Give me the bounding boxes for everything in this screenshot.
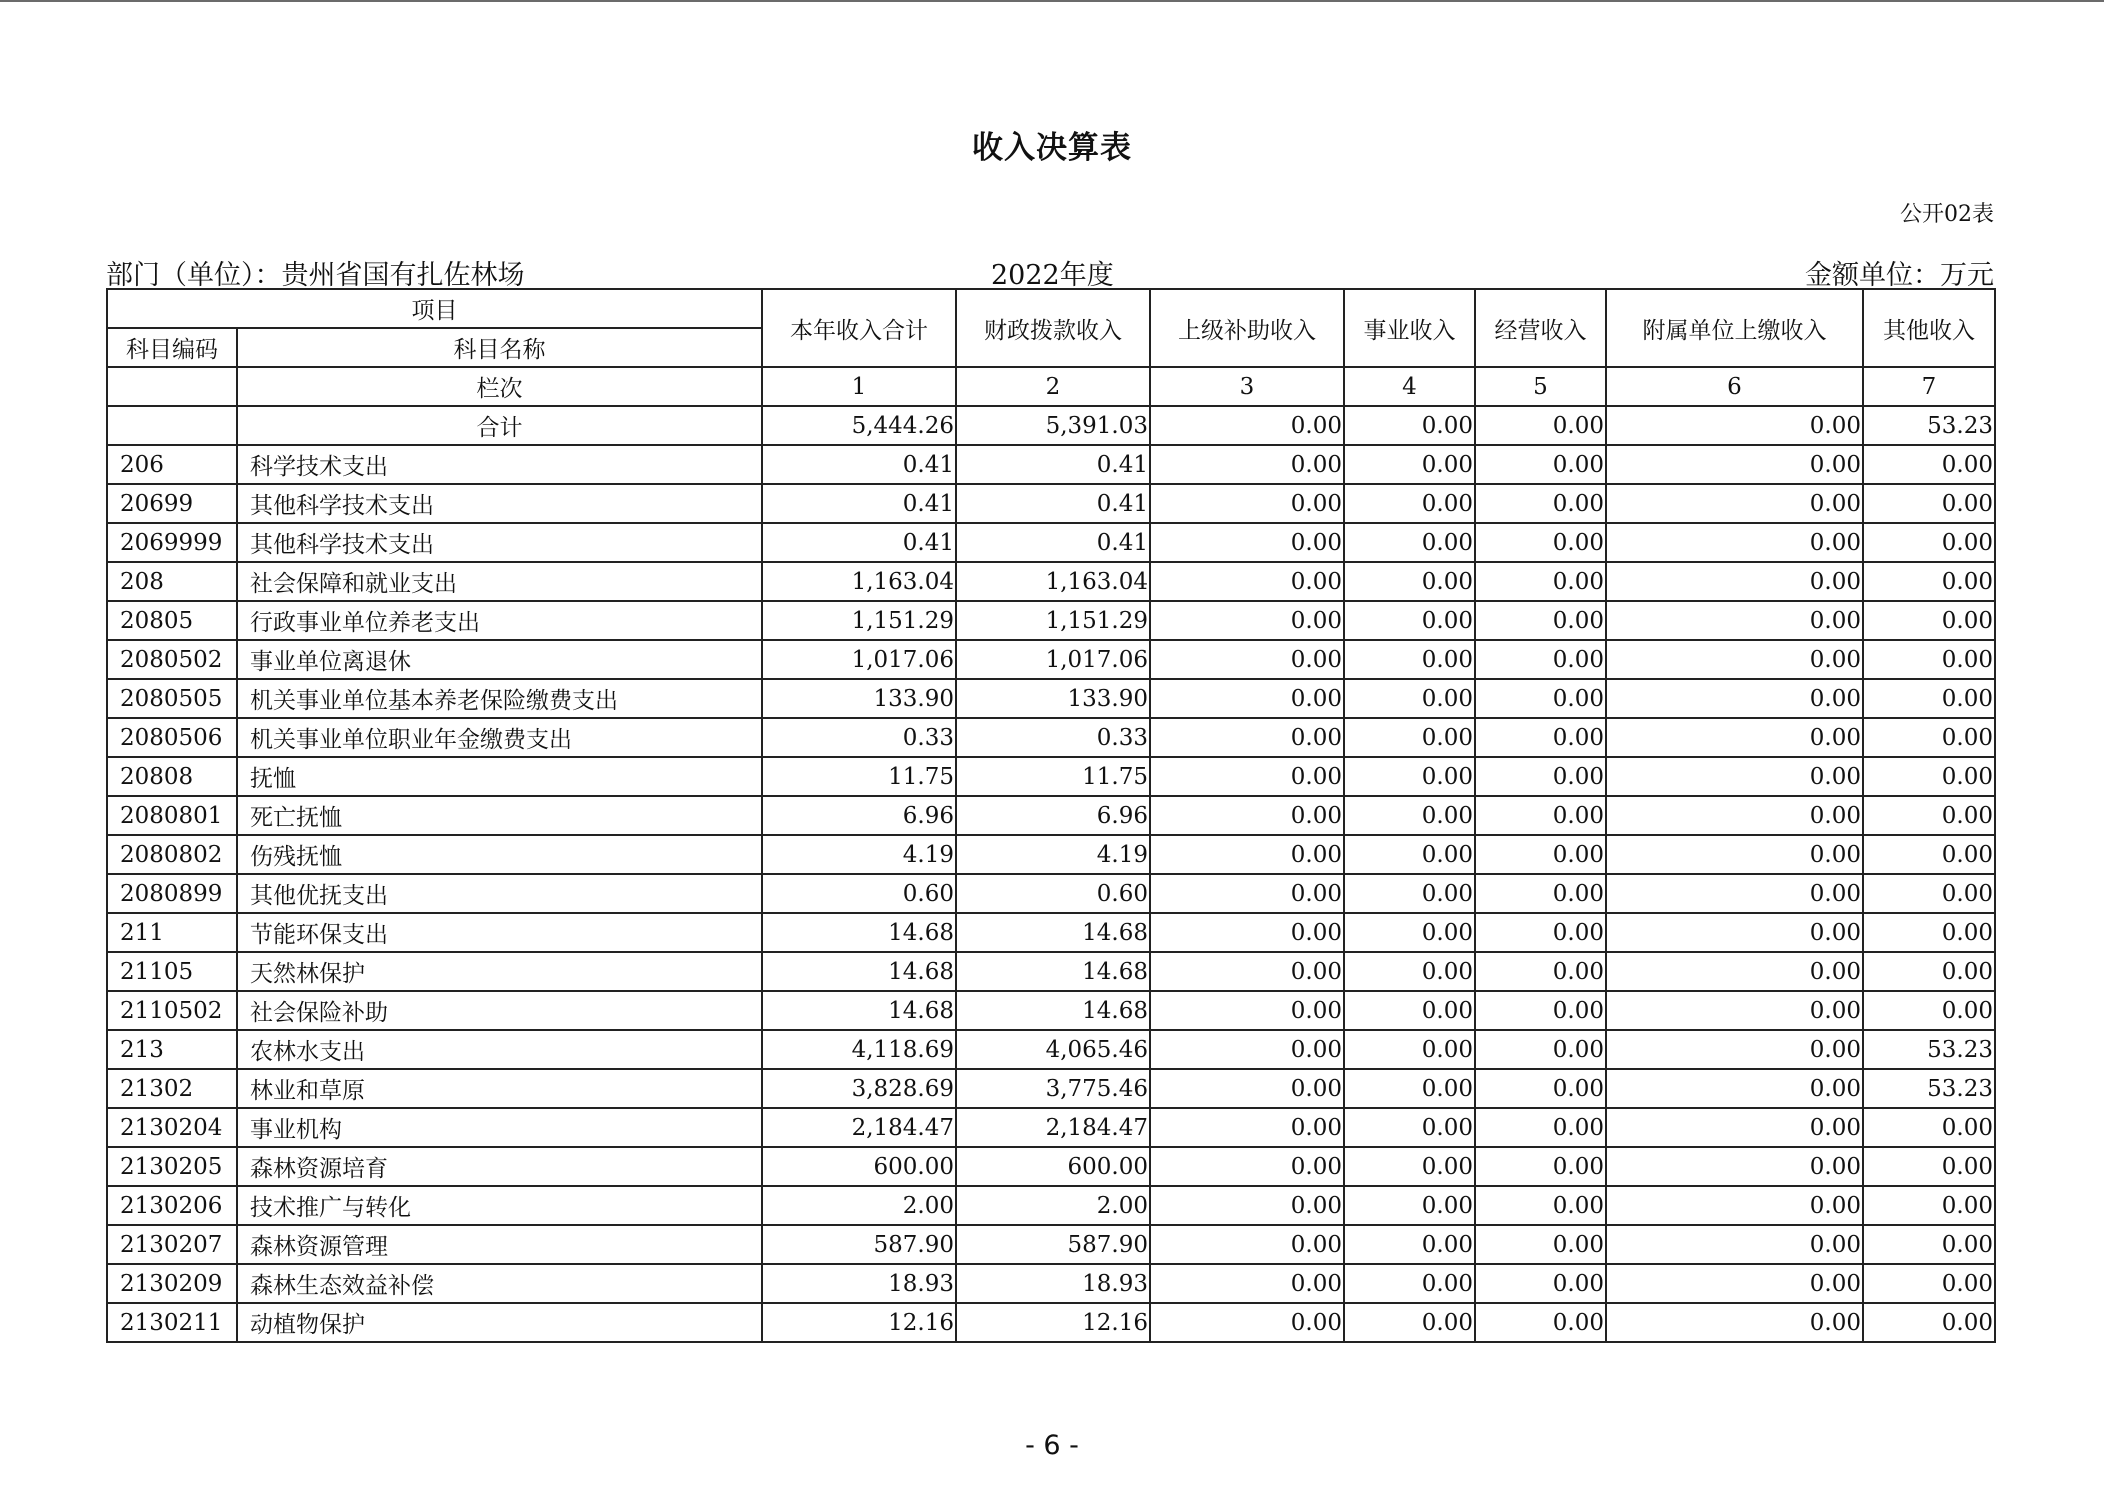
row-name: 森林生态效益补偿 bbox=[237, 1264, 762, 1303]
row-value: 0.00 bbox=[1475, 1225, 1606, 1264]
row-value: 0.00 bbox=[1475, 991, 1606, 1030]
total-value: 5,444.26 bbox=[762, 406, 956, 445]
row-value: 18.93 bbox=[762, 1264, 956, 1303]
row-value: 0.00 bbox=[1606, 679, 1863, 718]
row-name: 事业机构 bbox=[237, 1108, 762, 1147]
row-code: 2130211 bbox=[107, 1303, 237, 1342]
column-index-row bbox=[107, 367, 1995, 406]
row-value: 0.00 bbox=[1475, 718, 1606, 757]
row-value: 0.00 bbox=[1344, 523, 1475, 562]
row-value: 0.00 bbox=[1150, 1147, 1344, 1186]
row-value: 0.00 bbox=[1863, 757, 1995, 796]
row-value: 0.00 bbox=[1150, 1264, 1344, 1303]
row-value: 4.19 bbox=[956, 835, 1150, 874]
row-value: 587.90 bbox=[762, 1225, 956, 1264]
row-value: 14.68 bbox=[762, 991, 956, 1030]
row-value: 0.00 bbox=[1344, 1225, 1475, 1264]
row-value: 0.00 bbox=[1606, 523, 1863, 562]
row-code: 211 bbox=[107, 913, 237, 952]
table-row bbox=[107, 913, 1995, 952]
row-value: 0.00 bbox=[1344, 796, 1475, 835]
row-value: 0.00 bbox=[1475, 835, 1606, 874]
row-value: 53.23 bbox=[1863, 1030, 1995, 1069]
row-value: 0.00 bbox=[1150, 1069, 1344, 1108]
row-value: 0.00 bbox=[1344, 952, 1475, 991]
row-value: 0.00 bbox=[1150, 1303, 1344, 1342]
row-name: 天然林保护 bbox=[237, 952, 762, 991]
row-value: 0.00 bbox=[1606, 1108, 1863, 1147]
department-label: 部门（单位）：贵州省国有扎佐林场 bbox=[106, 260, 525, 291]
row-value: 0.00 bbox=[1150, 913, 1344, 952]
row-value: 0.00 bbox=[1863, 679, 1995, 718]
row-value: 0.41 bbox=[762, 445, 956, 484]
row-name: 社会保障和就业支出 bbox=[237, 562, 762, 601]
row-name: 科学技术支出 bbox=[237, 445, 762, 484]
row-value: 0.00 bbox=[1344, 484, 1475, 523]
row-value: 0.00 bbox=[1475, 757, 1606, 796]
page-number: - 6 - bbox=[1025, 1430, 1079, 1461]
row-name: 森林资源培育 bbox=[237, 1147, 762, 1186]
row-value: 0.60 bbox=[956, 874, 1150, 913]
row-value: 0.00 bbox=[1606, 601, 1863, 640]
row-value: 0.00 bbox=[1863, 640, 1995, 679]
row-value: 0.00 bbox=[1606, 952, 1863, 991]
column-number: 6 bbox=[1606, 367, 1863, 406]
row-value: 0.00 bbox=[1606, 1303, 1863, 1342]
row-name: 技术推广与转化 bbox=[237, 1186, 762, 1225]
row-value: 0.00 bbox=[1863, 991, 1995, 1030]
row-name: 机关事业单位基本养老保险缴费支出 bbox=[237, 679, 762, 718]
row-name: 林业和草原 bbox=[237, 1069, 762, 1108]
row-value: 0.00 bbox=[1863, 1186, 1995, 1225]
row-name: 其他科学技术支出 bbox=[237, 484, 762, 523]
row-value: 0.60 bbox=[762, 874, 956, 913]
row-name: 机关事业单位职业年金缴费支出 bbox=[237, 718, 762, 757]
header-code: 科目编码 bbox=[107, 328, 237, 367]
total-value: 0.00 bbox=[1606, 406, 1863, 445]
column-number: 4 bbox=[1344, 367, 1475, 406]
row-value: 0.00 bbox=[1150, 796, 1344, 835]
row-code: 213 bbox=[107, 1030, 237, 1069]
row-value: 0.00 bbox=[1606, 1264, 1863, 1303]
row-code: 2130209 bbox=[107, 1264, 237, 1303]
row-value: 0.00 bbox=[1863, 952, 1995, 991]
row-value: 0.00 bbox=[1606, 991, 1863, 1030]
header-col-fiscal: 财政拨款收入 bbox=[956, 289, 1150, 367]
row-value: 133.90 bbox=[956, 679, 1150, 718]
row-value: 0.00 bbox=[1606, 562, 1863, 601]
table-row bbox=[107, 1303, 1995, 1342]
row-value: 0.00 bbox=[1606, 757, 1863, 796]
row-value: 1,017.06 bbox=[956, 640, 1150, 679]
table-row bbox=[107, 1225, 1995, 1264]
total-value: 0.00 bbox=[1150, 406, 1344, 445]
row-code: 2080899 bbox=[107, 874, 237, 913]
row-value: 0.00 bbox=[1150, 445, 1344, 484]
row-value: 600.00 bbox=[762, 1147, 956, 1186]
row-value: 0.00 bbox=[1150, 640, 1344, 679]
row-value: 2.00 bbox=[956, 1186, 1150, 1225]
row-value: 0.00 bbox=[1606, 1147, 1863, 1186]
row-value: 0.00 bbox=[1344, 601, 1475, 640]
row-name: 其他科学技术支出 bbox=[237, 523, 762, 562]
row-value: 0.00 bbox=[1475, 874, 1606, 913]
row-value: 14.68 bbox=[762, 913, 956, 952]
row-value: 18.93 bbox=[956, 1264, 1150, 1303]
row-code: 2130206 bbox=[107, 1186, 237, 1225]
row-value: 0.00 bbox=[1863, 1303, 1995, 1342]
table-row bbox=[107, 484, 1995, 523]
table-row bbox=[107, 640, 1995, 679]
row-value: 14.68 bbox=[956, 952, 1150, 991]
table-row bbox=[107, 796, 1995, 835]
row-name: 森林资源管理 bbox=[237, 1225, 762, 1264]
row-value: 0.00 bbox=[1475, 1108, 1606, 1147]
row-value: 0.00 bbox=[1344, 445, 1475, 484]
row-name: 事业单位离退休 bbox=[237, 640, 762, 679]
row-value: 0.33 bbox=[762, 718, 956, 757]
column-index-label: 栏次 bbox=[237, 367, 762, 406]
row-code: 2130204 bbox=[107, 1108, 237, 1147]
row-value: 11.75 bbox=[762, 757, 956, 796]
row-value: 0.00 bbox=[1863, 523, 1995, 562]
table-row bbox=[107, 445, 1995, 484]
row-value: 0.00 bbox=[1606, 718, 1863, 757]
row-value: 12.16 bbox=[956, 1303, 1150, 1342]
row-value: 0.33 bbox=[956, 718, 1150, 757]
row-value: 0.00 bbox=[1606, 835, 1863, 874]
row-value: 0.00 bbox=[1863, 1147, 1995, 1186]
row-value: 0.00 bbox=[1150, 835, 1344, 874]
table-row bbox=[107, 874, 1995, 913]
row-value: 1,017.06 bbox=[762, 640, 956, 679]
row-value: 0.00 bbox=[1863, 796, 1995, 835]
header-col-total: 本年收入合计 bbox=[762, 289, 956, 367]
column-number: 1 bbox=[762, 367, 956, 406]
row-code: 21302 bbox=[107, 1069, 237, 1108]
row-value: 0.00 bbox=[1606, 1186, 1863, 1225]
row-value: 0.00 bbox=[1344, 1303, 1475, 1342]
row-value: 0.00 bbox=[1150, 1225, 1344, 1264]
row-value: 0.00 bbox=[1344, 679, 1475, 718]
header-col-other: 其他收入 bbox=[1863, 289, 1995, 367]
total-value: 5,391.03 bbox=[956, 406, 1150, 445]
row-value: 0.00 bbox=[1344, 757, 1475, 796]
row-code: 2080802 bbox=[107, 835, 237, 874]
row-value: 0.00 bbox=[1475, 523, 1606, 562]
row-value: 0.00 bbox=[1150, 874, 1344, 913]
row-value: 600.00 bbox=[956, 1147, 1150, 1186]
row-value: 0.00 bbox=[1344, 1147, 1475, 1186]
row-value: 14.68 bbox=[956, 991, 1150, 1030]
row-value: 0.00 bbox=[1344, 640, 1475, 679]
row-value: 0.00 bbox=[1344, 1069, 1475, 1108]
row-value: 0.00 bbox=[1344, 991, 1475, 1030]
table-row bbox=[107, 523, 1995, 562]
table-row bbox=[107, 718, 1995, 757]
table-row bbox=[107, 1147, 1995, 1186]
header-col-operating: 经营收入 bbox=[1475, 289, 1606, 367]
row-code: 206 bbox=[107, 445, 237, 484]
row-value: 0.00 bbox=[1150, 1186, 1344, 1225]
row-value: 0.00 bbox=[1150, 1108, 1344, 1147]
table-row bbox=[107, 679, 1995, 718]
row-value: 0.00 bbox=[1344, 874, 1475, 913]
total-row bbox=[107, 406, 1995, 445]
row-value: 0.00 bbox=[1475, 1264, 1606, 1303]
row-code: 20808 bbox=[107, 757, 237, 796]
row-code: 208 bbox=[107, 562, 237, 601]
row-value: 1,163.04 bbox=[956, 562, 1150, 601]
row-name: 动植物保护 bbox=[237, 1303, 762, 1342]
row-value: 0.00 bbox=[1150, 562, 1344, 601]
row-value: 11.75 bbox=[956, 757, 1150, 796]
row-value: 0.00 bbox=[1606, 640, 1863, 679]
header-project: 项目 bbox=[107, 289, 762, 328]
row-value: 6.96 bbox=[762, 796, 956, 835]
column-number: 2 bbox=[956, 367, 1150, 406]
row-value: 0.00 bbox=[1475, 1147, 1606, 1186]
row-value: 12.16 bbox=[762, 1303, 956, 1342]
table-row bbox=[107, 952, 1995, 991]
row-value: 0.00 bbox=[1863, 484, 1995, 523]
row-value: 0.00 bbox=[1344, 913, 1475, 952]
row-name: 其他优抚支出 bbox=[237, 874, 762, 913]
row-code: 2069999 bbox=[107, 523, 237, 562]
row-name: 死亡抚恤 bbox=[237, 796, 762, 835]
row-code: 2110502 bbox=[107, 991, 237, 1030]
row-value: 14.68 bbox=[762, 952, 956, 991]
row-value: 0.00 bbox=[1475, 1030, 1606, 1069]
row-value: 0.00 bbox=[1606, 874, 1863, 913]
amount-unit: 金额单位：万元 bbox=[1805, 260, 1994, 291]
row-value: 0.00 bbox=[1606, 1069, 1863, 1108]
row-value: 4,118.69 bbox=[762, 1030, 956, 1069]
row-value: 0.00 bbox=[1150, 484, 1344, 523]
document-meta bbox=[106, 253, 1994, 291]
row-value: 0.00 bbox=[1150, 991, 1344, 1030]
row-value: 0.00 bbox=[1863, 835, 1995, 874]
row-value: 0.00 bbox=[1863, 913, 1995, 952]
total-code-blank bbox=[107, 406, 237, 445]
total-value: 53.23 bbox=[1863, 406, 1995, 445]
column-number: 7 bbox=[1863, 367, 1995, 406]
row-value: 0.00 bbox=[1475, 484, 1606, 523]
table-row bbox=[107, 1108, 1995, 1147]
row-name: 行政事业单位养老支出 bbox=[237, 601, 762, 640]
row-code: 2080506 bbox=[107, 718, 237, 757]
row-value: 0.00 bbox=[1863, 874, 1995, 913]
row-name: 农林水支出 bbox=[237, 1030, 762, 1069]
row-value: 587.90 bbox=[956, 1225, 1150, 1264]
row-value: 0.00 bbox=[1475, 562, 1606, 601]
row-value: 0.00 bbox=[1475, 952, 1606, 991]
row-value: 0.00 bbox=[1344, 718, 1475, 757]
row-value: 0.00 bbox=[1863, 1108, 1995, 1147]
row-value: 0.00 bbox=[1344, 1108, 1475, 1147]
table-row bbox=[107, 601, 1995, 640]
row-name: 抚恤 bbox=[237, 757, 762, 796]
row-value: 0.00 bbox=[1150, 952, 1344, 991]
row-value: 0.00 bbox=[1475, 796, 1606, 835]
row-value: 0.00 bbox=[1475, 640, 1606, 679]
row-value: 0.00 bbox=[1344, 1264, 1475, 1303]
row-code: 2130205 bbox=[107, 1147, 237, 1186]
row-value: 0.00 bbox=[1606, 1030, 1863, 1069]
row-value: 0.00 bbox=[1475, 913, 1606, 952]
income-table bbox=[106, 288, 1996, 1343]
row-value: 53.23 bbox=[1863, 1069, 1995, 1108]
table-row bbox=[107, 1186, 1995, 1225]
row-code: 21105 bbox=[107, 952, 237, 991]
header-col-superior-subsidy: 上级补助收入 bbox=[1150, 289, 1344, 367]
header-col-business: 事业收入 bbox=[1344, 289, 1475, 367]
row-value: 0.00 bbox=[1863, 601, 1995, 640]
row-value: 1,163.04 bbox=[762, 562, 956, 601]
table-row bbox=[107, 1264, 1995, 1303]
row-value: 14.68 bbox=[956, 913, 1150, 952]
row-value: 0.00 bbox=[1863, 562, 1995, 601]
row-value: 0.00 bbox=[1606, 1225, 1863, 1264]
column-number: 3 bbox=[1150, 367, 1344, 406]
total-value: 0.00 bbox=[1344, 406, 1475, 445]
row-name: 伤残抚恤 bbox=[237, 835, 762, 874]
row-value: 0.00 bbox=[1863, 1264, 1995, 1303]
row-value: 0.00 bbox=[1606, 796, 1863, 835]
row-value: 0.00 bbox=[1863, 718, 1995, 757]
row-value: 2.00 bbox=[762, 1186, 956, 1225]
row-value: 4.19 bbox=[762, 835, 956, 874]
row-value: 0.41 bbox=[762, 484, 956, 523]
table-row bbox=[107, 1069, 1995, 1108]
row-value: 0.41 bbox=[956, 523, 1150, 562]
column-number: 5 bbox=[1475, 367, 1606, 406]
row-value: 2,184.47 bbox=[956, 1108, 1150, 1147]
fiscal-year: 2022年度 bbox=[991, 260, 1114, 291]
row-value: 0.00 bbox=[1150, 679, 1344, 718]
row-value: 4,065.46 bbox=[956, 1030, 1150, 1069]
row-value: 2,184.47 bbox=[762, 1108, 956, 1147]
row-value: 0.00 bbox=[1606, 484, 1863, 523]
row-code: 2080505 bbox=[107, 679, 237, 718]
row-value: 6.96 bbox=[956, 796, 1150, 835]
column-index-blank bbox=[107, 367, 237, 406]
row-code: 20805 bbox=[107, 601, 237, 640]
row-value: 0.00 bbox=[1150, 523, 1344, 562]
row-value: 3,828.69 bbox=[762, 1069, 956, 1108]
row-value: 0.00 bbox=[1344, 562, 1475, 601]
table-row bbox=[107, 1030, 1995, 1069]
table-row bbox=[107, 991, 1995, 1030]
row-code: 20699 bbox=[107, 484, 237, 523]
page-title: 收入决算表 bbox=[972, 130, 1132, 166]
row-value: 0.00 bbox=[1344, 1186, 1475, 1225]
row-code: 2080502 bbox=[107, 640, 237, 679]
row-value: 0.00 bbox=[1863, 1225, 1995, 1264]
header-name: 科目名称 bbox=[237, 328, 762, 367]
row-value: 0.00 bbox=[1150, 757, 1344, 796]
row-code: 2080801 bbox=[107, 796, 237, 835]
row-value: 0.41 bbox=[956, 445, 1150, 484]
row-value: 133.90 bbox=[762, 679, 956, 718]
row-value: 0.00 bbox=[1475, 445, 1606, 484]
row-value: 0.00 bbox=[1475, 1186, 1606, 1225]
row-value: 0.00 bbox=[1150, 718, 1344, 757]
row-value: 0.41 bbox=[956, 484, 1150, 523]
table-row bbox=[107, 835, 1995, 874]
row-value: 3,775.46 bbox=[956, 1069, 1150, 1108]
top-border-line bbox=[0, 0, 2104, 2]
row-name: 节能环保支出 bbox=[237, 913, 762, 952]
row-value: 0.00 bbox=[1150, 601, 1344, 640]
table-row bbox=[107, 757, 1995, 796]
row-value: 0.00 bbox=[1606, 445, 1863, 484]
row-value: 0.00 bbox=[1606, 913, 1863, 952]
total-value: 0.00 bbox=[1475, 406, 1606, 445]
row-value: 0.00 bbox=[1475, 679, 1606, 718]
form-number: 公开02表 bbox=[1900, 202, 1994, 227]
row-value: 0.00 bbox=[1150, 1030, 1344, 1069]
total-label: 合计 bbox=[237, 406, 762, 445]
row-value: 1,151.29 bbox=[956, 601, 1150, 640]
row-value: 0.41 bbox=[762, 523, 956, 562]
row-value: 0.00 bbox=[1344, 835, 1475, 874]
header-col-affiliated: 附属单位上缴收入 bbox=[1606, 289, 1863, 367]
row-value: 0.00 bbox=[1475, 1069, 1606, 1108]
table-row bbox=[107, 562, 1995, 601]
row-value: 1,151.29 bbox=[762, 601, 956, 640]
row-value: 0.00 bbox=[1475, 1303, 1606, 1342]
row-value: 0.00 bbox=[1863, 445, 1995, 484]
row-name: 社会保险补助 bbox=[237, 991, 762, 1030]
row-value: 0.00 bbox=[1344, 1030, 1475, 1069]
row-code: 2130207 bbox=[107, 1225, 237, 1264]
row-value: 0.00 bbox=[1475, 601, 1606, 640]
